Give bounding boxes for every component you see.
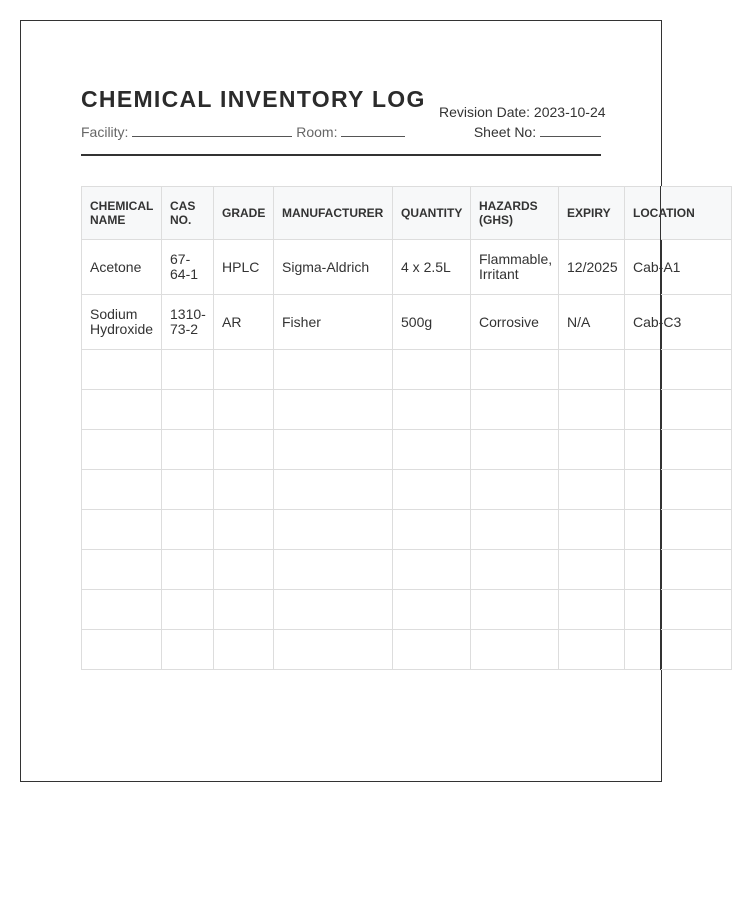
cell-hazards: Flammable, Irritant <box>471 240 559 295</box>
cell-hazards-blank[interactable] <box>471 430 559 470</box>
cell-chemical-name-blank[interactable] <box>82 510 162 550</box>
cell-expiry-blank[interactable] <box>559 510 625 550</box>
cell-location-blank[interactable] <box>625 390 732 430</box>
cell-manufacturer-blank[interactable] <box>274 350 393 390</box>
inventory-table <box>81 186 732 670</box>
cell-manufacturer-blank[interactable] <box>274 390 393 430</box>
cell-location-blank[interactable] <box>625 550 732 590</box>
cell-grade-blank[interactable] <box>214 550 274 590</box>
cell-grade-blank[interactable] <box>214 430 274 470</box>
cell-quantity-blank[interactable] <box>393 630 471 670</box>
cell-location: Cab-C3 <box>625 295 732 350</box>
cell-grade-blank[interactable] <box>214 350 274 390</box>
cell-manufacturer: Sigma-Aldrich <box>274 240 393 295</box>
cell-location-blank[interactable] <box>625 630 732 670</box>
room-blank[interactable] <box>341 124 405 137</box>
empty-table-row <box>82 630 732 670</box>
cell-location-blank[interactable] <box>625 590 732 630</box>
cell-expiry-blank[interactable] <box>559 630 625 670</box>
cell-hazards: Corrosive <box>471 295 559 350</box>
cell-manufacturer-blank[interactable] <box>274 550 393 590</box>
cell-manufacturer-blank[interactable] <box>274 590 393 630</box>
header-grade: GRADE <box>214 187 274 240</box>
empty-table-row <box>82 390 732 430</box>
cell-location-blank[interactable] <box>625 430 732 470</box>
cell-chemical-name-blank[interactable] <box>82 430 162 470</box>
cell-expiry: N/A <box>559 295 625 350</box>
table-row <box>82 240 732 295</box>
inventory-table-container <box>81 186 695 670</box>
cell-manufacturer-blank[interactable] <box>274 510 393 550</box>
header-manufacturer: MANUFACTURER <box>274 187 393 240</box>
empty-table-row <box>82 350 732 390</box>
document-title: CHEMICAL INVENTORY LOG <box>81 86 426 112</box>
cell-hazards-blank[interactable] <box>471 390 559 430</box>
cell-quantity: 500g <box>393 295 471 350</box>
sheet-number-blank[interactable] <box>540 124 601 137</box>
cell-chemical-name: Acetone <box>82 240 162 295</box>
cell-quantity-blank[interactable] <box>393 470 471 510</box>
cell-expiry-blank[interactable] <box>559 390 625 430</box>
cell-hazards-blank[interactable] <box>471 510 559 550</box>
cell-cas-no-blank[interactable] <box>162 470 214 510</box>
cell-location-blank[interactable] <box>625 470 732 510</box>
cell-hazards-blank[interactable] <box>471 470 559 510</box>
table-header-row <box>82 187 732 240</box>
cell-location: Cab-A1 <box>625 240 732 295</box>
cell-expiry-blank[interactable] <box>559 430 625 470</box>
cell-expiry-blank[interactable] <box>559 350 625 390</box>
cell-quantity-blank[interactable] <box>393 550 471 590</box>
cell-grade-blank[interactable] <box>214 470 274 510</box>
cell-grade-blank[interactable] <box>214 590 274 630</box>
cell-manufacturer-blank[interactable] <box>274 470 393 510</box>
cell-quantity-blank[interactable] <box>393 390 471 430</box>
sheet-number-field <box>474 124 601 140</box>
cell-quantity: 4 x 2.5L <box>393 240 471 295</box>
cell-chemical-name-blank[interactable] <box>82 590 162 630</box>
cell-quantity-blank[interactable] <box>393 590 471 630</box>
header-hazards: HAZARDS (GHS) <box>471 187 559 240</box>
cell-cas-no-blank[interactable] <box>162 390 214 430</box>
cell-chemical-name-blank[interactable] <box>82 630 162 670</box>
cell-chemical-name-blank[interactable] <box>82 550 162 590</box>
cell-expiry-blank[interactable] <box>559 590 625 630</box>
revision-date: Revision Date: 2023-10-24 <box>439 104 606 120</box>
empty-table-row <box>82 430 732 470</box>
header-fields <box>81 124 601 142</box>
empty-table-row <box>82 590 732 630</box>
cell-expiry: 12/2025 <box>559 240 625 295</box>
empty-table-row <box>82 510 732 550</box>
cell-cas-no-blank[interactable] <box>162 550 214 590</box>
cell-grade-blank[interactable] <box>214 390 274 430</box>
header-divider <box>81 154 601 156</box>
cell-manufacturer-blank[interactable] <box>274 630 393 670</box>
cell-chemical-name: Sodium Hydroxide <box>82 295 162 350</box>
cell-expiry-blank[interactable] <box>559 550 625 590</box>
sheet-label: Sheet No: <box>473 124 537 140</box>
cell-manufacturer: Fisher <box>274 295 393 350</box>
cell-hazards-blank[interactable] <box>471 630 559 670</box>
cell-cas-no-blank[interactable] <box>162 590 214 630</box>
cell-grade: HPLC <box>214 240 274 295</box>
facility-blank[interactable] <box>132 124 292 137</box>
cell-chemical-name-blank[interactable] <box>82 350 162 390</box>
room-label: Room: <box>296 124 338 140</box>
cell-quantity-blank[interactable] <box>393 430 471 470</box>
header-location: LOCATION <box>625 187 732 240</box>
header-chemical-name: CHEMICAL NAME <box>82 187 162 240</box>
cell-hazards-blank[interactable] <box>471 350 559 390</box>
cell-cas-no-blank[interactable] <box>162 630 214 670</box>
cell-cas-no: 1310- 73-2 <box>162 295 214 350</box>
cell-chemical-name-blank[interactable] <box>82 390 162 430</box>
cell-location-blank[interactable] <box>625 350 732 390</box>
header-expiry: EXPIRY <box>559 187 625 240</box>
empty-table-row <box>82 470 732 510</box>
header-quantity: QUANTITY <box>393 187 471 240</box>
cell-grade-blank[interactable] <box>214 510 274 550</box>
facility-room-fields <box>81 124 405 140</box>
sheet-right-edge <box>660 186 661 670</box>
facility-label: Facility: <box>81 124 129 140</box>
cell-manufacturer-blank[interactable] <box>274 430 393 470</box>
cell-quantity-blank[interactable] <box>393 350 471 390</box>
cell-expiry-blank[interactable] <box>559 470 625 510</box>
empty-table-row <box>82 550 732 590</box>
cell-cas-no-blank[interactable] <box>162 430 214 470</box>
cell-grade: AR <box>214 295 274 350</box>
cell-cas-no-blank[interactable] <box>162 350 214 390</box>
cell-hazards-blank[interactable] <box>471 590 559 630</box>
table-row <box>82 295 732 350</box>
cell-cas-no-blank[interactable] <box>162 510 214 550</box>
cell-hazards-blank[interactable] <box>471 550 559 590</box>
header-cas-no: CAS NO. <box>162 187 214 240</box>
cell-cas-no: 67- 64-1 <box>162 240 214 295</box>
cell-quantity-blank[interactable] <box>393 510 471 550</box>
cell-grade-blank[interactable] <box>214 630 274 670</box>
cell-chemical-name-blank[interactable] <box>82 470 162 510</box>
cell-location-blank[interactable] <box>625 510 732 550</box>
